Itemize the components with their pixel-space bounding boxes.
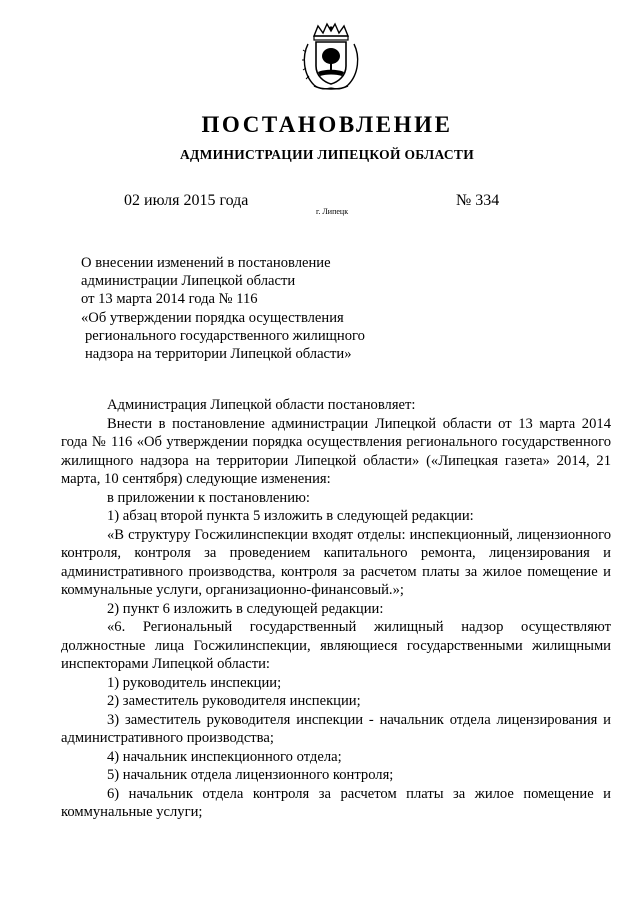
- subject-line: от 13 марта 2014 года № 116: [81, 291, 258, 308]
- document-subject: [81, 254, 411, 363]
- document-title: ПОСТАНОВЛЕНИЕ: [201, 112, 453, 137]
- body-paragraph: «6. Региональный государственный жилищный надзор осуществляют должностные лица Госжилинспекции, являющиеся государственными жилищными инспекторами Липецкой области:: [61, 619, 611, 672]
- document-body: [61, 396, 611, 822]
- subject-line: регионального государственного жилищного: [85, 327, 365, 344]
- body-paragraph: в приложении к постановлению:: [107, 489, 310, 506]
- document-city: г. Липецк: [316, 207, 349, 216]
- body-paragraph: 3) заместитель руководителя инспекции - начальник отдела лицензирования и административного производства;: [61, 711, 611, 746]
- body-paragraph: 1) руководитель инспекции;: [107, 674, 282, 691]
- body-paragraph: Администрация Липецкой области постановляет:: [107, 397, 416, 413]
- body-paragraph: 5) начальник отдела лицензионного контроля;: [107, 767, 394, 783]
- subject-line: надзора на территории Липецкой области»: [85, 346, 352, 363]
- body-paragraph: 1) абзац второй пункта 5 изложить в следующей редакции:: [107, 508, 474, 524]
- lipetsk-coat-of-arms-icon: [300, 22, 362, 92]
- subject-line: О внесении изменений в постановление: [81, 255, 331, 271]
- subject-line: администрации Липецкой области: [81, 273, 296, 290]
- body-paragraph: 6) начальник отдела контроля за расчетом платы за жилое помещение и коммунальные услуги;: [61, 785, 611, 820]
- body-paragraph: 2) заместитель руководителя инспекции;: [107, 693, 361, 709]
- body-paragraph: 2) пункт 6 изложить в следующей редакции:: [107, 600, 384, 617]
- issuing-authority: АДМИНИСТРАЦИИ ЛИПЕЦКОЙ ОБЛАСТИ: [179, 147, 475, 162]
- body-paragraph: Внести в постановление администрации Липецкой области от 13 марта 2014 года № 116 «Об утверждении порядка осуществления регионального государственного жилищного надзора на территории Липецкой области» («Липецкая газета» 2014, 21 марта, 10 сентября) следующие изменения:: [61, 415, 611, 487]
- subject-line: «Об утверждении порядка осуществления: [81, 309, 344, 326]
- body-paragraph: 4) начальник инспекционного отдела;: [107, 748, 342, 765]
- document-date: 02 июля 2015 года: [124, 192, 249, 209]
- document-number: № 334: [456, 192, 500, 209]
- body-paragraph: «В структуру Госжилинспекции входят отделы: инспекционный, лицензионного контроля, контроля за проведением капитального ремонта, лицензирования и административного производства, контроля за расчетом платы за жилое помещение и коммунальные услуги, организационно-финансовый.»;: [61, 526, 611, 598]
